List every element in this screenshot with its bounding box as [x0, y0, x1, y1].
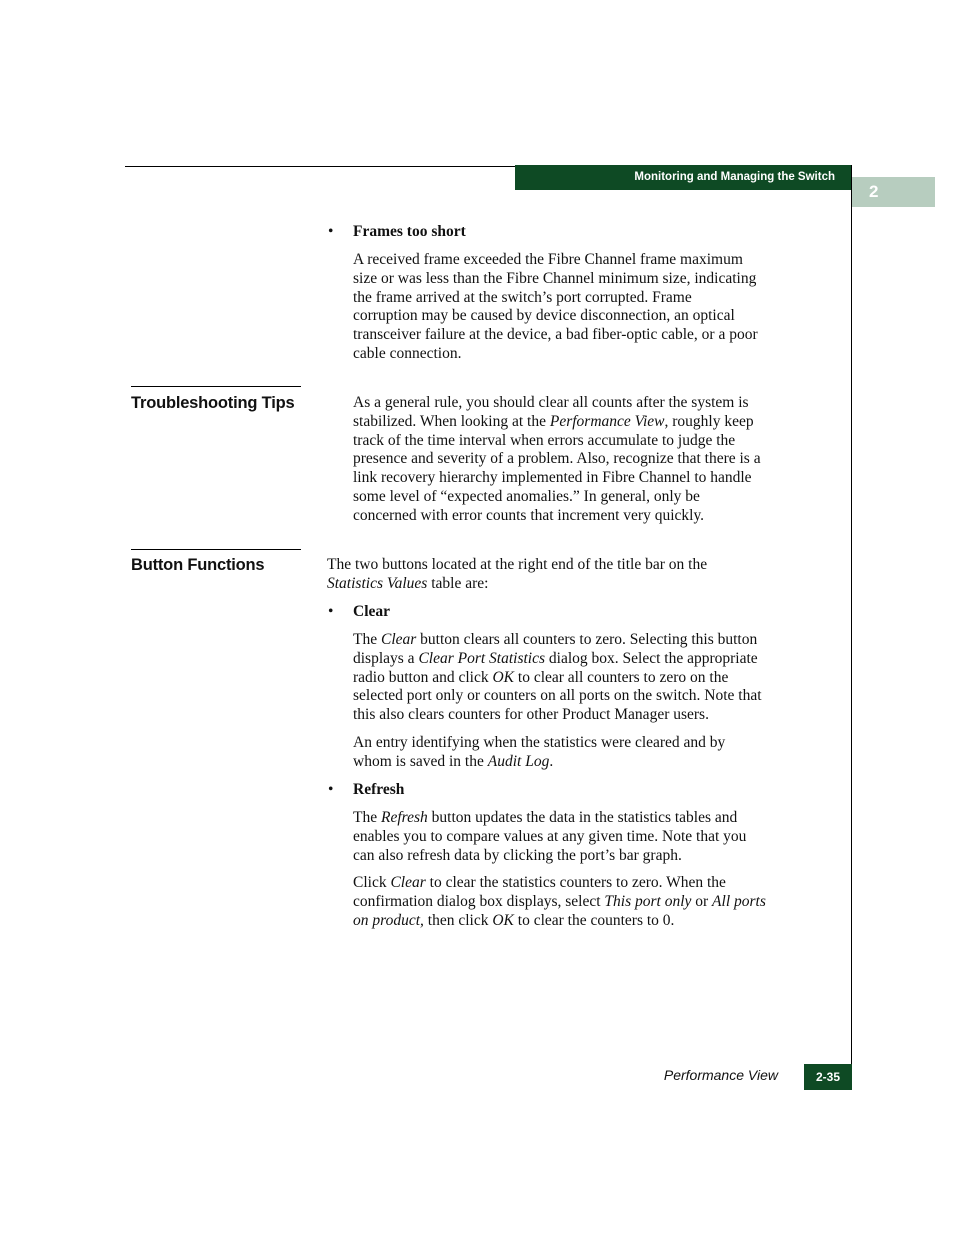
text-line: The Refresh button updates the data in the statistics tables and [353, 809, 738, 826]
text-line: this also clears counters for other Product Manager users. [353, 706, 709, 724]
text-line: link recovery hierarchy implemented in Fibre Channel to handle [353, 469, 752, 487]
text-line: Click Clear to clear the statistics counters to zero. When the [353, 874, 726, 891]
text-line: cable connection. [353, 344, 462, 362]
clear-paragraph-2 [353, 734, 808, 772]
page-number: 2-35 [804, 1064, 852, 1090]
header-rule [125, 166, 515, 167]
text-line: some level of “expected anomalies.” In general, only be [353, 487, 700, 505]
text-line: size or was less than the Fibre Channel minimum size, indicating [353, 269, 757, 287]
text-line: track of the time interval when errors accumulate to judge the [353, 431, 736, 449]
refresh-paragraph-2 [353, 874, 808, 930]
bullet-clear: • [328, 603, 334, 620]
text-line: can also refresh data by clicking the port’s bar graph. [353, 846, 682, 864]
text-line: presence and severity of a problem. Also, recognize that there is a [353, 450, 761, 468]
text-line: As a general rule, you should clear all counts after the system is [353, 394, 749, 411]
section-rule [131, 549, 301, 550]
clear-paragraph-1 [353, 631, 808, 725]
text-line: concerned with error counts that increment very quickly. [353, 506, 705, 524]
bullet-refresh: • [328, 781, 334, 798]
text-line: The Clear button clears all counters to zero. Selecting this button [353, 631, 758, 648]
bullet-frames-too-short: • [328, 223, 334, 240]
text-line: radio button and click OK to clear all counters to zero on the [353, 668, 729, 686]
text-line: corruption may be caused by device disconnection, an optical [353, 307, 735, 325]
refresh-heading: Refresh [353, 781, 405, 798]
chapter-tab: 2 [852, 177, 935, 207]
text-line: Statistics Values table are: [327, 574, 489, 592]
frames-too-short-heading: Frames too short [353, 223, 466, 240]
button-functions-heading: Button Functions [131, 556, 265, 574]
text-line: the frame arrived at the switch’s port corrupted. Frame [353, 288, 692, 306]
text-line: on product, then click OK to clear the counters to 0. [353, 911, 675, 929]
text-line: selected port only or counters on all ports on the switch. Note that [353, 687, 762, 705]
footer-title: Performance View [663, 1067, 778, 1083]
troubleshooting-tips-heading: Troubleshooting Tips [131, 394, 295, 412]
margin-rule [851, 165, 852, 1090]
text-line: confirmation dialog box displays, select This port only or All ports [353, 892, 766, 910]
text-line: whom is saved in the Audit Log. [353, 752, 554, 770]
section-rule [131, 386, 301, 387]
text-line: transceiver failure at the device, a bad fiber-optic cable, or a poor [353, 326, 758, 344]
text-line: enables you to compare values at any given time. Note that you [353, 827, 747, 845]
frames-too-short-text [353, 251, 808, 364]
clear-heading: Clear [353, 603, 391, 620]
text-line: stabilized. When looking at the Performance View, roughly keep [353, 412, 754, 430]
running-header: Monitoring and Managing the Switch [515, 165, 851, 190]
refresh-paragraph-1 [353, 809, 808, 865]
text-line: The two buttons located at the right end of the title bar on the [327, 556, 708, 573]
text-line: displays a Clear Port Statistics dialog box. Select the appropriate [353, 649, 758, 667]
button-functions-intro [327, 556, 807, 594]
troubleshooting-tips-text [353, 394, 808, 526]
text-line: An entry identifying when the statistics were cleared and by [353, 734, 726, 751]
text-line: A received frame exceeded the Fibre Channel frame maximum [353, 251, 743, 268]
